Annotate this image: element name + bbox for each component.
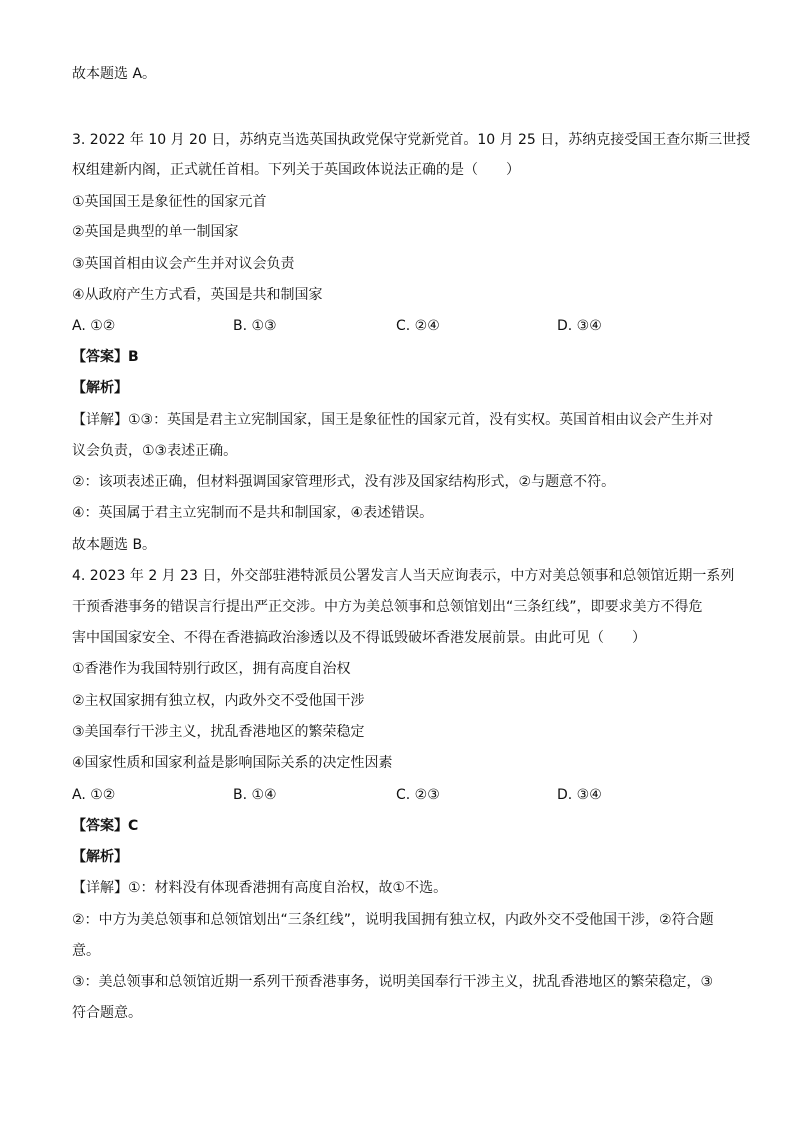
q4-detail-line-3: 意。: [72, 943, 100, 959]
q3-stem-line-1: 3. 2022 年 10 月 20 日，苏纳克当选英国执政党保守党新党首。10 月 25 日，苏纳克接受国王查尔斯三世授: [72, 132, 751, 148]
q4-statement-1: ①香港作为我国特别行政区，拥有高度自治权: [72, 661, 351, 677]
q4-detail-line-4: ③：美总领事和总领馆近期一系列干预香港事务，说明美国奉行干涉主义，扰乱香港地区的繁荣稳定，③: [72, 974, 714, 990]
q4-stem-line-3: 害中国国家安全、不得在香港搞政治渗透以及不得诋毁破坏香港发展前景。由此可见（ ）: [72, 630, 646, 646]
q3-statement-2: ②英国是典型的单一制国家: [72, 224, 239, 240]
q3-statement-3: ③英国首相由议会产生并对议会负责: [72, 256, 295, 272]
q3-analysis-heading: 【解析】: [72, 380, 128, 396]
q4-statement-2: ②主权国家拥有独立权，内政外交不受他国干涉: [72, 693, 365, 709]
q3-detail-line-2: 议会负责，①③表述正确。: [72, 443, 238, 459]
q3-option-c: C. ②④: [396, 318, 440, 334]
q3-option-a: A. ①②: [72, 318, 116, 334]
q4-option-d: D. ③④: [557, 787, 602, 803]
q4-detail-line-5: 符合题意。: [72, 1005, 142, 1021]
q4-answer: 【答案】C: [72, 818, 139, 834]
q4-stem-line-2: 干预香港事务的错误言行提出严正交涉。中方为美总领事和总领馆划出“三条红线”，即要求美方不得危: [72, 599, 703, 615]
q4-option-a: A. ①②: [72, 787, 116, 803]
q3-detail-line-1: 【详解】①③：英国是君主立宪制国家，国王是象征性的国家元首，没有实权。英国首相由议会产生并对: [72, 412, 714, 428]
q3-answer: 【答案】B: [72, 349, 139, 365]
q4-detail-line-2: ②：中方为美总领事和总领馆划出“三条红线”，说明我国拥有独立权，内政外交不受他国干涉，②符合题: [72, 912, 714, 928]
q3-statement-4: ④从政府产生方式看，英国是共和制国家: [72, 287, 323, 303]
q4-statement-3: ③美国奉行干涉主义，扰乱香港地区的繁荣稳定: [72, 724, 365, 740]
q4-analysis-heading: 【解析】: [72, 849, 128, 865]
q4-option-c: C. ②③: [396, 787, 440, 803]
q4-stem-line-1: 4. 2023 年 2 月 23 日，外交部驻港特派员公署发言人当天应询表示，中方对美总领事和总领馆近期一系列: [72, 568, 735, 584]
q3-stem-line-2: 权组建新内阁，正式就任首相。下列关于英国政体说法正确的是（ ）: [72, 162, 520, 178]
prev-question-conclusion: 故本题选 A。: [72, 66, 157, 82]
q3-statement-1: ①英国国王是象征性的国家元首: [72, 194, 267, 210]
q3-detail-line-4: ④：英国属于君主立宪制而不是共和制国家，④表述错误。: [72, 505, 434, 521]
q4-statement-4: ④国家性质和国家利益是影响国际关系的决定性因素: [72, 755, 393, 771]
q4-detail-line-1: 【详解】①：材料没有体现香港拥有高度自治权，故①不选。: [72, 880, 448, 896]
q3-conclusion: 故本题选 B。: [72, 537, 157, 553]
q3-option-d: D. ③④: [557, 318, 602, 334]
q3-detail-line-3: ②：该项表述正确，但材料强调国家管理形式，没有涉及国家结构形式，②与题意不符。: [72, 474, 616, 490]
q3-option-b: B. ①③: [233, 318, 277, 334]
q4-option-b: B. ①④: [233, 787, 277, 803]
